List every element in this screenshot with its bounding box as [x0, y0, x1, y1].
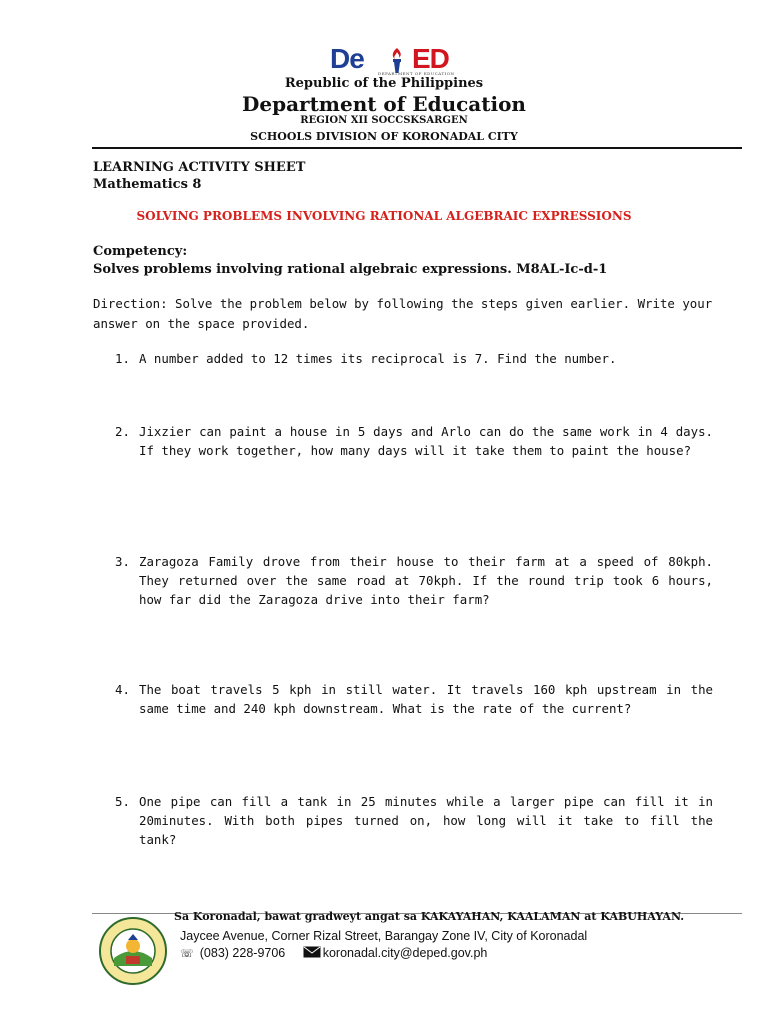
sheet-title: LEARNING ACTIVITY SHEET — [93, 160, 306, 175]
sheet-subject: Mathematics 8 — [93, 177, 202, 192]
header-divider — [92, 147, 742, 149]
problem-text: The boat travels 5 kph in still water. It travels 160 kph upstream in the same time and 240 kph downstream. What is the rate of the current? — [139, 682, 713, 716]
region-line: REGION XII SOCCSKSARGEN — [300, 115, 468, 126]
deped-logo — [330, 44, 490, 76]
lesson-title: SOLVING PROBLEMS INVOLVING RATIONAL ALGEBRAIC EXPRESSIONS — [136, 209, 632, 223]
footer-motto: Sa Koronadal, bawat gradweyt angat sa KAKAYAHAN, KAALAMAN at KABUHAYAN. — [174, 910, 685, 923]
footer-email[interactable]: koronadal.city@deped.gov.ph — [322, 946, 488, 960]
problem-text: A number added to 12 times its reciprocal is 7. Find the number. — [139, 351, 617, 366]
problem-number: 5. — [115, 794, 130, 809]
footer-address: Jaycee Avenue, Corner Rizal Street, Barangay Zone IV, City of Koronadal — [180, 929, 588, 943]
phone-icon: ☏ — [180, 948, 194, 960]
division-line: SCHOOLS DIVISION OF KORONADAL CITY — [250, 130, 518, 143]
footer-phone: (083) 228-9706 — [199, 946, 286, 960]
direction-text: Direction: Solve the problem below by following the steps given earlier. Write your answer on the space provided. — [93, 296, 713, 331]
problem-item — [115, 422, 713, 460]
problem-item — [115, 680, 713, 718]
mail-icon — [303, 946, 321, 958]
problem-number: 2. — [115, 424, 130, 439]
logo-tagline: DEPARTMENT OF EDUCATION — [378, 71, 455, 76]
competency-label: Competency: — [93, 244, 188, 259]
problem-item — [115, 792, 713, 849]
problem-text: Zaragoza Family drove from their house to their farm at a speed of 80kph. They returned over the same road at 70kph. If the round trip took 6 hours, how far did the Zaragoza drive into their farm? — [139, 554, 713, 607]
problem-text: One pipe can fill a tank in 25 minutes while a larger pipe can fill it in 20minutes. With both pipes turned on, how long will it take to fill the tank? — [139, 794, 713, 847]
problem-number: 1. — [115, 351, 130, 366]
problem-number: 4. — [115, 682, 130, 697]
footer-contact — [180, 946, 487, 960]
competency-text: Solves problems involving rational algebraic expressions. M8AL-Ic-d-1 — [93, 262, 608, 277]
problem-item — [115, 349, 713, 368]
logo-text-ed: ED — [412, 43, 449, 74]
problem-text: Jixzier can paint a house in 5 days and Arlo can do the same work in 4 days. If they work together, how many days will it take them to paint the house? — [139, 424, 713, 458]
problem-item — [115, 552, 713, 609]
division-seal-icon — [98, 916, 168, 986]
logo-text-de: De — [330, 43, 364, 74]
republic-line: Republic of the Philippines — [284, 76, 484, 91]
torch-icon — [384, 46, 410, 74]
problem-number: 3. — [115, 554, 130, 569]
department-title: Department of Education — [242, 92, 526, 116]
